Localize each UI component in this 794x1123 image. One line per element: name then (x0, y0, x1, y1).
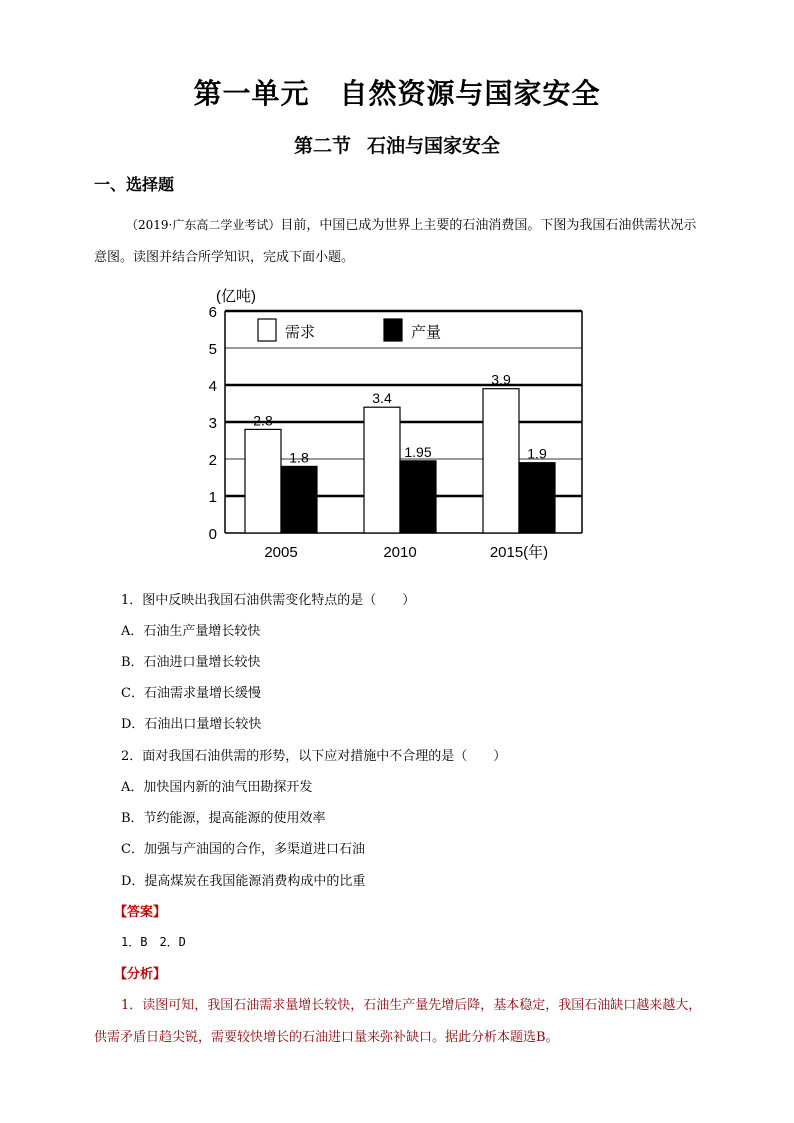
unit-title-part2: 自然资源与国家安全 (339, 77, 601, 110)
answer-tag: 【答案】 (114, 905, 167, 920)
question-1-option-a: A．石油生产量增长较快 (121, 624, 261, 639)
question-2-option-d: D．提高煤炭在我国能源消费构成中的比重 (121, 874, 366, 889)
unit-title-part1: 第一单元 (193, 77, 310, 110)
analysis-tag: 【分析】 (114, 967, 167, 982)
y-tick-label-5: 5 (208, 341, 217, 358)
answer-values: 1．B 2．D (121, 935, 186, 949)
y-tick-label-0: 0 (208, 526, 217, 543)
x-tick-label-2: 2015(年) (489, 544, 549, 561)
bar-产量-0 (281, 466, 317, 533)
bar-产量-1 (400, 461, 436, 533)
section-subtitle (0, 131, 794, 158)
bar-value-label-需求-2: 3.9 (491, 371, 511, 388)
bar-value-label-需求-1: 3.4 (372, 390, 392, 407)
subtitle-part1: 第二节 (293, 135, 351, 157)
bar-value-label-产量-1: 1.95 (404, 443, 432, 460)
legend-label-需求: 需求 (285, 324, 316, 341)
y-tick-label-3: 3 (208, 415, 217, 432)
legend-swatch-产量 (384, 319, 402, 341)
question-1-stem: 1．图中反映出我国石油供需变化特点的是（ ） (121, 593, 416, 608)
y-tick-label-6: 6 (208, 304, 217, 321)
bar-需求-2 (483, 389, 519, 533)
question-2-stem: 2．面对我国石油供需的形势，以下应对措施中不合理的是（ ） (121, 749, 507, 764)
y-tick-label-4: 4 (208, 378, 217, 395)
question-1-option-b: B．石油进口量增长较快 (121, 655, 261, 670)
question-1-option-d: D．石油出口量增长较快 (121, 717, 262, 732)
section-heading: 一、选择题 (94, 175, 175, 194)
legend-swatch-需求 (258, 319, 276, 341)
bar-value-label-需求-0: 2.8 (253, 412, 273, 429)
question-intro-text: 目前，中国已成为世界上主要的石油消费国。下图为我国石油供需状况示意图。读图并结合所学知识，完成下面小题。 (94, 218, 697, 265)
y-tick-label-2: 2 (208, 452, 217, 469)
bar-value-label-产量-2: 1.9 (527, 445, 547, 462)
x-tick-label-0: 2005 (264, 544, 298, 561)
y-axis-unit-label: (亿吨) (216, 288, 256, 305)
question-2-option-b: B．节约能源，提高能源的使用效率 (121, 811, 326, 826)
legend-label-产量: 产量 (411, 324, 442, 341)
question-source: （2019·广东高二学业考试） (126, 218, 281, 232)
question-2-option-a: A．加快国内新的油气田勘探开发 (121, 780, 313, 795)
y-tick-label-1: 1 (208, 489, 217, 506)
subtitle-part2: 石油与国家安全 (367, 135, 501, 157)
analysis-text: 1．读图可知，我国石油需求量增长较快，石油生产量先增后降，基本稳定，我国石油缺口越来越大，供需矛盾日趋尖锐，需要较快增长的石油进口量来弥补缺口。据此分析本题选B。 (94, 998, 702, 1045)
bar-需求-0 (245, 429, 281, 533)
bar-产量-2 (519, 463, 555, 533)
question-2-option-c: C．加强与产油国的合作，多渠道进口石油 (121, 842, 365, 857)
x-tick-label-1: 2010 (383, 544, 417, 561)
question-intro (94, 209, 706, 274)
unit-title (0, 72, 794, 112)
bar-需求-1 (364, 407, 400, 533)
bar-value-label-产量-0: 1.8 (289, 449, 309, 466)
oil-supply-demand-chart (196, 283, 596, 573)
question-1-option-c: C．石油需求量增长缓慢 (121, 686, 261, 701)
